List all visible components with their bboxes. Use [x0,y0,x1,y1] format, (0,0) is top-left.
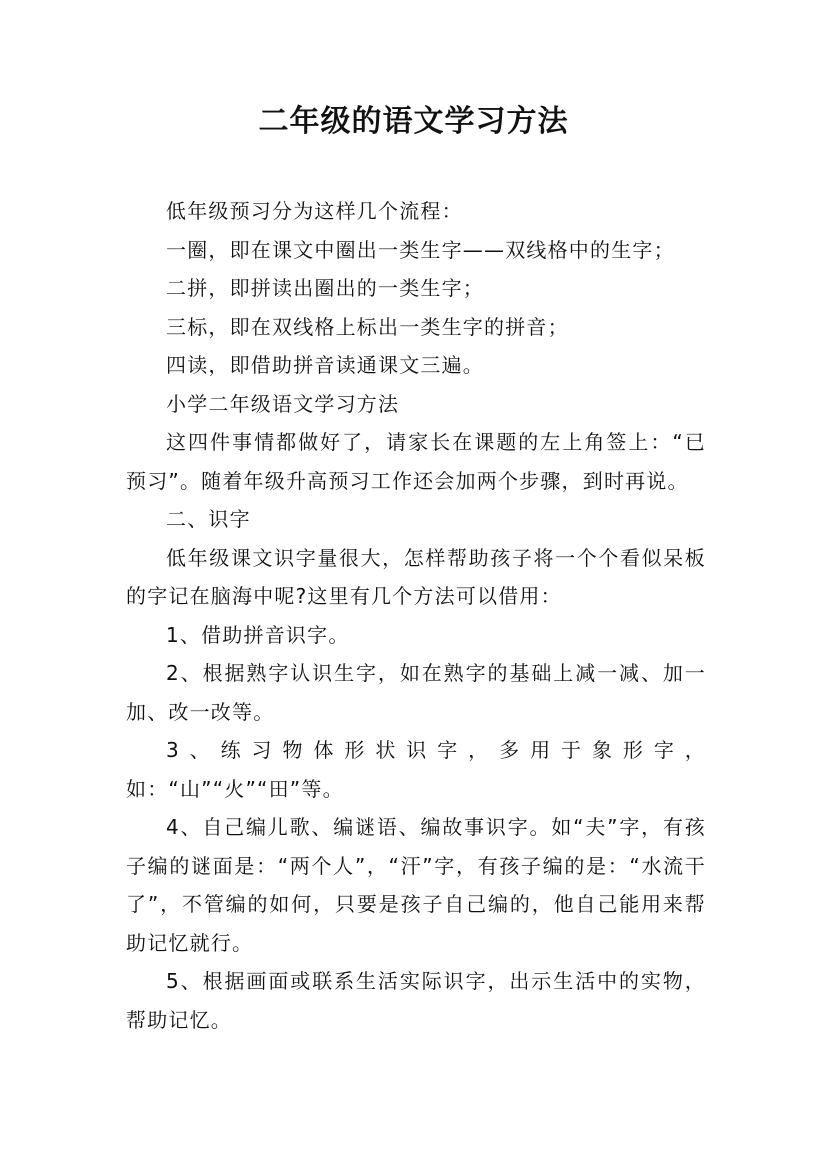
paragraph-step-spell: 二拼，即拼读出圈出的一类生字； [166,276,484,300]
section-heading-literacy: 二、识字 [166,507,251,531]
list-item-1: 1、借助拼音识字。 [166,622,350,647]
paragraph-step-mark: 三标，即在双线格上标出一类生字的拼音； [166,314,569,339]
list-item-3: 3、练习物体形状识字，多用于象形字，如：“山”“火”“田”等。 [126,738,706,801]
paragraph-step-circle: 一圈，即在课文中圈出一类生字——双线格中的生字； [166,237,675,262]
paragraph-parent-sign: 这四件事情都做好了，请家长在课题的左上角签上：“已预习”。随着年级升高预习工作还会加两个步骤，到时再说。 [126,430,706,493]
document-body [126,192,706,1039]
paragraph-subheading: 小学二年级语文学习方法 [166,391,400,416]
paragraph-step-read: 四读，即借助拼音读通课文三遍。 [166,353,484,377]
paragraph-preview-intro: 低年级预习分为这样几个流程： [166,199,463,223]
document-title: 二年级的语文学习方法 [258,104,569,139]
list-item-2: 2、根据熟字认识生字，如在熟字的基础上减一减、加一加、改一改等。 [126,661,706,724]
list-item-5: 5、根据画面或联系生活实际识字，出示生活中的实物，帮助记忆。 [126,969,706,1032]
list-item-4: 4、自己编儿歌、编谜语、编故事识字。如“夫”字，有孩子编的谜面是：“两个人”，“汗”字，有孩子编的是：“水流干了”，不管编的如何，只要是孩子自己编的，他自己能用来帮助记忆就行。 [126,815,706,955]
paragraph-literacy-intro: 低年级课文识字量很大，怎样帮助孩子将一个个看似呆板的字记在脑海中呢?这里有几个方法可以借用： [126,545,706,608]
